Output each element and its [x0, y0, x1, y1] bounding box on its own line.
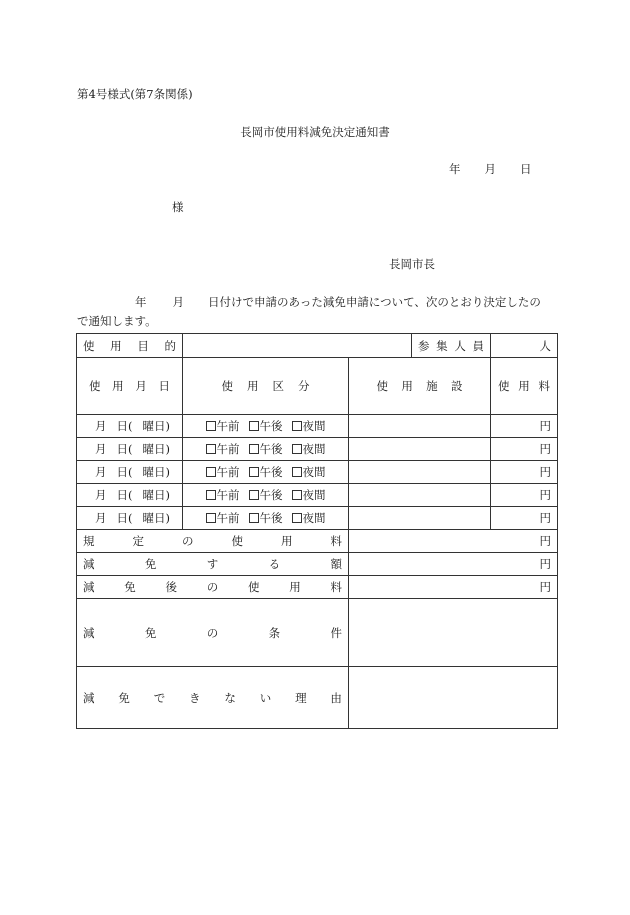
checkbox-icon: [249, 467, 259, 477]
option-am[interactable]: [206, 419, 240, 433]
usage-fee-cell: [491, 438, 558, 461]
usage-day: 日(: [116, 465, 133, 479]
usage-day: 日(: [116, 488, 133, 502]
usage-row: [77, 507, 558, 530]
option-am[interactable]: [206, 442, 240, 456]
col-date-label: 使 用 月 日: [89, 379, 170, 393]
usage-fee-cell: [491, 507, 558, 530]
reduction-label-cell: [77, 553, 349, 576]
col-fee-header: [491, 358, 558, 415]
reduction-value-cell: [349, 553, 558, 576]
after-fee-label-cell: [77, 576, 349, 599]
usage-month: 月: [95, 488, 107, 502]
checkbox-icon: [206, 467, 216, 477]
col-facility-label: 使 用 施 設: [376, 379, 463, 393]
usage-day: 日(: [116, 442, 133, 456]
usage-date-cell: [77, 461, 183, 484]
usage-weekday: 曜日): [142, 511, 170, 525]
option-pm[interactable]: [249, 511, 283, 525]
checkbox-icon: [249, 513, 259, 523]
attendees-unit: 人: [539, 338, 551, 353]
after-fee-label: 減 免 後 の 使 用 料: [83, 580, 342, 594]
option-pm[interactable]: [249, 488, 283, 502]
col-date-header: [77, 358, 183, 415]
option-am[interactable]: [206, 511, 240, 525]
option-night-label: 夜間: [302, 488, 326, 502]
checkbox-icon: [292, 490, 302, 500]
usage-facility-cell: [349, 507, 491, 530]
option-pm[interactable]: [249, 419, 283, 433]
form-number: 第4号様式(第7条関係): [77, 87, 193, 101]
option-night-label: 夜間: [302, 465, 326, 479]
usage-division-cell: [183, 461, 349, 484]
option-pm-label: 午後: [259, 419, 283, 433]
checkbox-icon: [206, 513, 216, 523]
checkbox-icon: [206, 490, 216, 500]
body-month: 月: [172, 295, 184, 309]
option-pm[interactable]: [249, 465, 283, 479]
option-night[interactable]: [292, 511, 326, 525]
col-division-label: 使 用 区 分: [221, 379, 310, 393]
checkbox-icon: [249, 444, 259, 454]
col-fee-label: 使 用 料: [498, 379, 550, 393]
regular-fee-value-cell: [349, 530, 558, 553]
usage-day: 日(: [116, 419, 133, 433]
checkbox-icon: [292, 444, 302, 454]
usage-day: 日(: [116, 511, 133, 525]
date-line: [449, 161, 532, 177]
usage-division-cell: [183, 438, 349, 461]
usage-row: [77, 438, 558, 461]
option-night[interactable]: [292, 465, 326, 479]
usage-fee-cell: [491, 484, 558, 507]
option-pm[interactable]: [249, 442, 283, 456]
option-pm-label: 午後: [259, 511, 283, 525]
usage-weekday: 曜日): [142, 465, 170, 479]
conditions-value-cell: [349, 599, 558, 667]
after-fee-value-cell: [349, 576, 558, 599]
usage-date-cell: [77, 507, 183, 530]
body-year: 年: [135, 295, 147, 309]
option-am-label: 午前: [216, 465, 240, 479]
usage-facility-cell: [349, 484, 491, 507]
date-year: 年: [449, 162, 461, 176]
col-facility-header: [349, 358, 491, 415]
usage-division-cell: [183, 507, 349, 530]
usage-date-cell: [77, 438, 183, 461]
body-line-2: で通知します。: [77, 314, 157, 328]
option-night-label: 夜間: [302, 511, 326, 525]
checkbox-icon: [249, 421, 259, 431]
option-am[interactable]: [206, 465, 240, 479]
addressee-suffix: 様: [172, 200, 184, 214]
issuer: 長岡市長: [389, 257, 435, 271]
usage-fee-unit: 円: [539, 488, 551, 502]
option-night-label: 夜間: [302, 442, 326, 456]
regular-fee-label: 規 定 の 使 用 料: [83, 534, 342, 548]
checkbox-icon: [292, 467, 302, 477]
attendees-value-cell: [491, 334, 558, 358]
checkbox-icon: [292, 421, 302, 431]
option-am-label: 午前: [216, 442, 240, 456]
checkbox-icon: [206, 444, 216, 454]
usage-weekday: 曜日): [142, 419, 170, 433]
purpose-label: 使 用 目 的: [83, 338, 176, 353]
usage-weekday: 曜日): [142, 488, 170, 502]
checkbox-icon: [249, 490, 259, 500]
usage-date-cell: [77, 484, 183, 507]
option-am[interactable]: [206, 488, 240, 502]
after-fee-unit: 円: [539, 580, 551, 594]
usage-facility-cell: [349, 415, 491, 438]
usage-facility-cell: [349, 461, 491, 484]
reduction-label: 減 免 す る 額: [83, 557, 342, 571]
reason-label: 減 免 で き な い 理 由: [83, 690, 342, 705]
option-pm-label: 午後: [259, 465, 283, 479]
option-night[interactable]: [292, 419, 326, 433]
purpose-label-cell: [77, 334, 183, 358]
usage-fee-unit: 円: [539, 465, 551, 479]
usage-fee-unit: 円: [539, 419, 551, 433]
conditions-label: 減 免 の 条 件: [83, 625, 342, 640]
usage-rows: [77, 415, 558, 530]
option-night[interactable]: [292, 488, 326, 502]
date-month: 月: [484, 162, 496, 176]
usage-weekday: 曜日): [142, 442, 170, 456]
usage-row: [77, 461, 558, 484]
reduction-unit: 円: [539, 557, 551, 571]
option-pm-label: 午後: [259, 488, 283, 502]
attendees-label-cell: [412, 334, 491, 358]
usage-facility-cell: [349, 438, 491, 461]
checkbox-icon: [292, 513, 302, 523]
body-line-1: [77, 293, 559, 312]
date-day: 日: [520, 162, 532, 176]
option-am-label: 午前: [216, 511, 240, 525]
attendees-label: 参 集 人 員: [418, 338, 484, 353]
purpose-value-cell: [183, 334, 412, 358]
document-title: 長岡市使用料減免決定通知書: [240, 125, 390, 139]
option-night-label: 夜間: [302, 419, 326, 433]
usage-month: 月: [95, 419, 107, 433]
usage-fee-cell: [491, 415, 558, 438]
usage-date-cell: [77, 415, 183, 438]
col-division-header: [183, 358, 349, 415]
usage-month: 月: [95, 511, 107, 525]
usage-month: 月: [95, 465, 107, 479]
reason-label-cell: [77, 667, 349, 729]
checkbox-icon: [206, 421, 216, 431]
usage-division-cell: [183, 415, 349, 438]
usage-fee-unit: 円: [539, 442, 551, 456]
regular-fee-label-cell: [77, 530, 349, 553]
option-am-label: 午前: [216, 419, 240, 433]
usage-fee-unit: 円: [539, 511, 551, 525]
usage-row: [77, 484, 558, 507]
option-am-label: 午前: [216, 488, 240, 502]
regular-fee-unit: 円: [539, 534, 551, 548]
usage-month: 月: [95, 442, 107, 456]
usage-fee-cell: [491, 461, 558, 484]
usage-division-cell: [183, 484, 349, 507]
reason-value-cell: [349, 667, 558, 729]
body-text: [77, 293, 559, 331]
option-night[interactable]: [292, 442, 326, 456]
option-pm-label: 午後: [259, 442, 283, 456]
conditions-label-cell: [77, 599, 349, 667]
fee-table: [76, 333, 558, 729]
body-line-1-text: 日付けで申請のあった減免申請について、次のとおり決定したの: [208, 295, 541, 309]
usage-row: [77, 415, 558, 438]
